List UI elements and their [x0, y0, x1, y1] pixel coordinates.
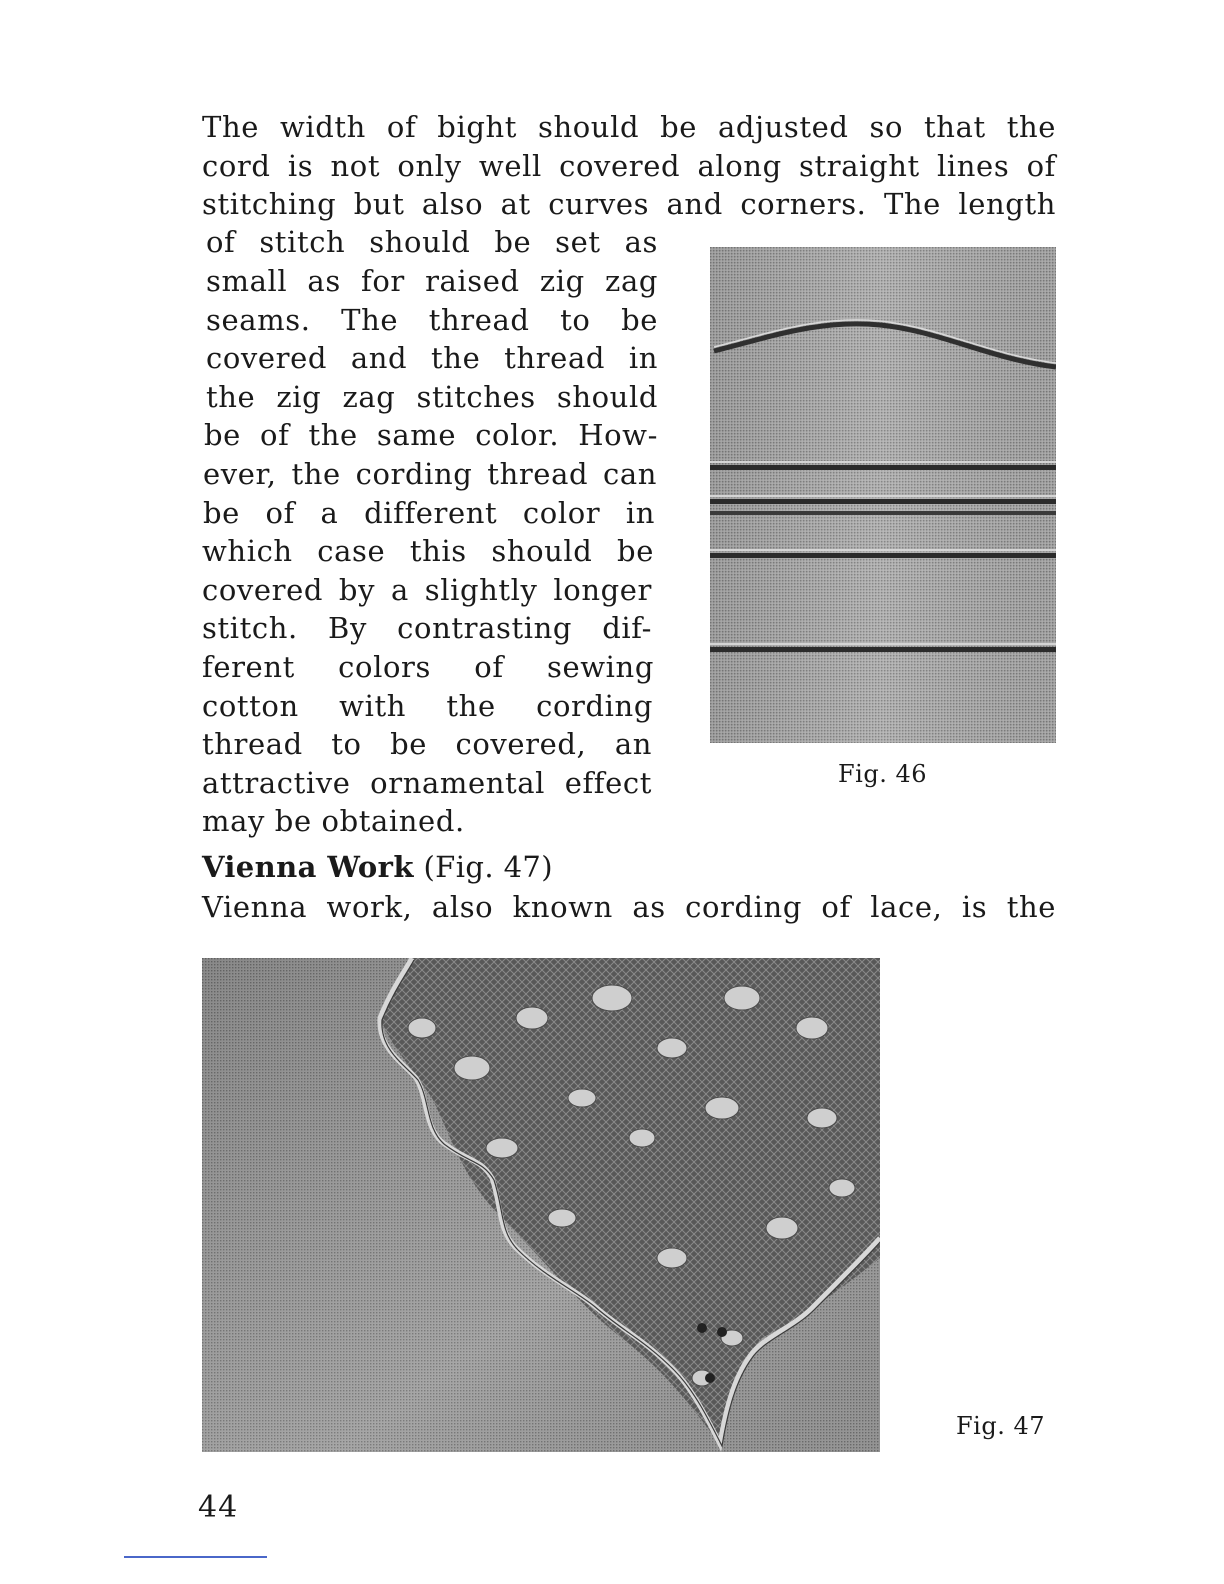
column-line: stitch. By contrasting dif-	[202, 611, 652, 645]
intro-paragraph	[202, 108, 1056, 224]
intro-line-2: cord is not only well covered along straight lines of	[202, 148, 1056, 183]
section-heading-title: Vienna Work	[202, 850, 414, 884]
column-line: cotton with the cording	[202, 689, 653, 723]
column-line: which case this should be	[202, 534, 654, 568]
column-line: covered by a slightly longer	[202, 573, 652, 607]
fig47-caption: Fig. 47	[956, 1412, 1045, 1440]
footer-rule	[124, 1556, 267, 1558]
column-line: be of the same color. How-	[204, 418, 658, 452]
fig46-image	[710, 247, 1056, 743]
section-first-line: Vienna work, also known as cording of lace, is the	[202, 890, 1056, 924]
column-line: be of a different color in	[203, 496, 655, 530]
section-heading-ref: (Fig. 47)	[423, 850, 553, 884]
column-line: covered and the thread in	[206, 341, 658, 375]
fig47-image	[202, 958, 880, 1452]
column-line: seams. The thread to be	[206, 303, 658, 337]
section-heading	[202, 848, 553, 886]
column-line: of stitch should be set as	[206, 225, 658, 259]
column-line: the zig zag stitches should	[206, 380, 658, 414]
fig46-caption: Fig. 46	[838, 760, 927, 788]
intro-line-3: stitching but also at curves and corners. The length	[202, 187, 1056, 222]
page-number: 44	[198, 1490, 239, 1525]
column-line: ferent colors of sewing	[202, 650, 654, 684]
column-line: may be obtained.	[202, 804, 465, 838]
column-line: attractive ornamental effect	[202, 766, 652, 800]
column-line: thread to be covered, an	[202, 727, 652, 761]
column-line: small as for raised zig zag	[206, 264, 658, 298]
intro-line-1: The width of bight should be adjusted so that the	[202, 110, 1056, 144]
column-line: ever, the cording thread can	[203, 457, 657, 491]
